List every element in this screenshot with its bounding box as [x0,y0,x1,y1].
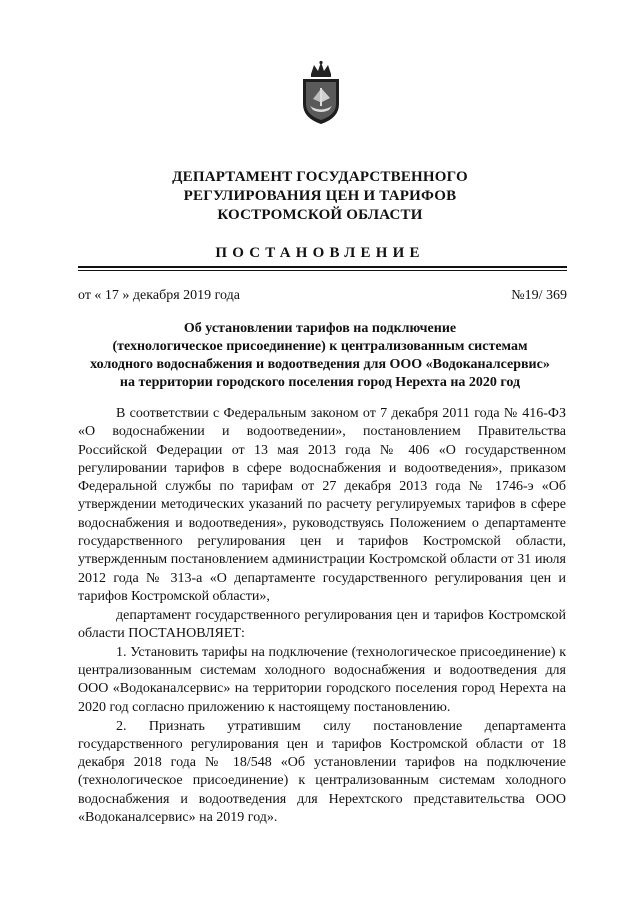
preamble-paragraph: В соответствии с Федеральным законом от 7 декабря 2011 года № 416-ФЗ «О водоснабжении и водоотведении», постановлением Правительства Российской Федерации от 13 мая 2013 года № 406 «О государственном регулировании тарифов в сфере водоснабжения и водоотведения», приказом Федеральной службы по тарифам от 27 декабря 2013 года № 1746-э «Об утверждении методических указаний по расчету регулируемых тарифов в сфере водоснабжения и водоотведения», руководствуясь Положением о департаменте государственного регулирования цен и тарифов Костромской области, утвержденным постановлением администрации Костромской области от 31 июля 2012 года № 313-а «О департаменте государственного регулирования цен и тарифов Костромской области», [78,406,566,604]
title-line: холодного водоснабжения и водоотведения для ООО «Водоканалсервис» [90,357,550,372]
department-name [0,168,640,225]
item-1-paragraph: 1. Установить тарифы на подключение (технологическое присоединение) к централизованным системам холодного водоснабжения и водоотведения для ООО «Водоканалсервис» на территории городского поселения город Нерехта на 2020 год согласно приложению к настоящему постановлению. [78,644,566,715]
document-type: ПОСТАНОВЛЕНИЕ [215,245,425,261]
document-date: от « 17 » декабря 2019 года [78,288,240,303]
date-number-line [78,287,567,305]
title-line: (технологическое присоединение) к централизованным системам [112,339,528,354]
divider-thick [78,266,567,268]
item-2-paragraph: 2. Признать утратившим силу постановление департамента государственного регулирования цен и тарифов Костромской области от 18 декабря 2018 года № 18/548 «Об установлении тарифов на подключение (технологическое присоединение) к централизованным системам холодного водоснабжения и водоотведения для Нерехтского представительства ООО «Водоканалсервис» на 2019 год». [78,718,566,826]
document-title [0,320,640,392]
document-number: №19/ 369 [511,288,567,303]
department-line: КОСТРОМСКОЙ ОБЛАСТИ [217,207,423,223]
department-line: РЕГУЛИРОВАНИЯ ЦЕН И ТАРИФОВ [183,188,457,204]
department-line: ДЕПАРТАМЕНТ ГОСУДАРСТВЕННОГО [172,169,468,185]
decree-paragraph: департамент государственного регулирования цен и тарифов Костромской области ПОСТАНОВЛЯЕТ: [78,607,566,642]
title-line: на территории городского поселения город Нерехта на 2020 год [119,375,521,390]
coat-of-arms-icon [299,60,343,126]
title-line: Об установлении тарифов на подключение [183,321,457,336]
document-body [78,405,566,827]
divider-thin [78,270,567,271]
